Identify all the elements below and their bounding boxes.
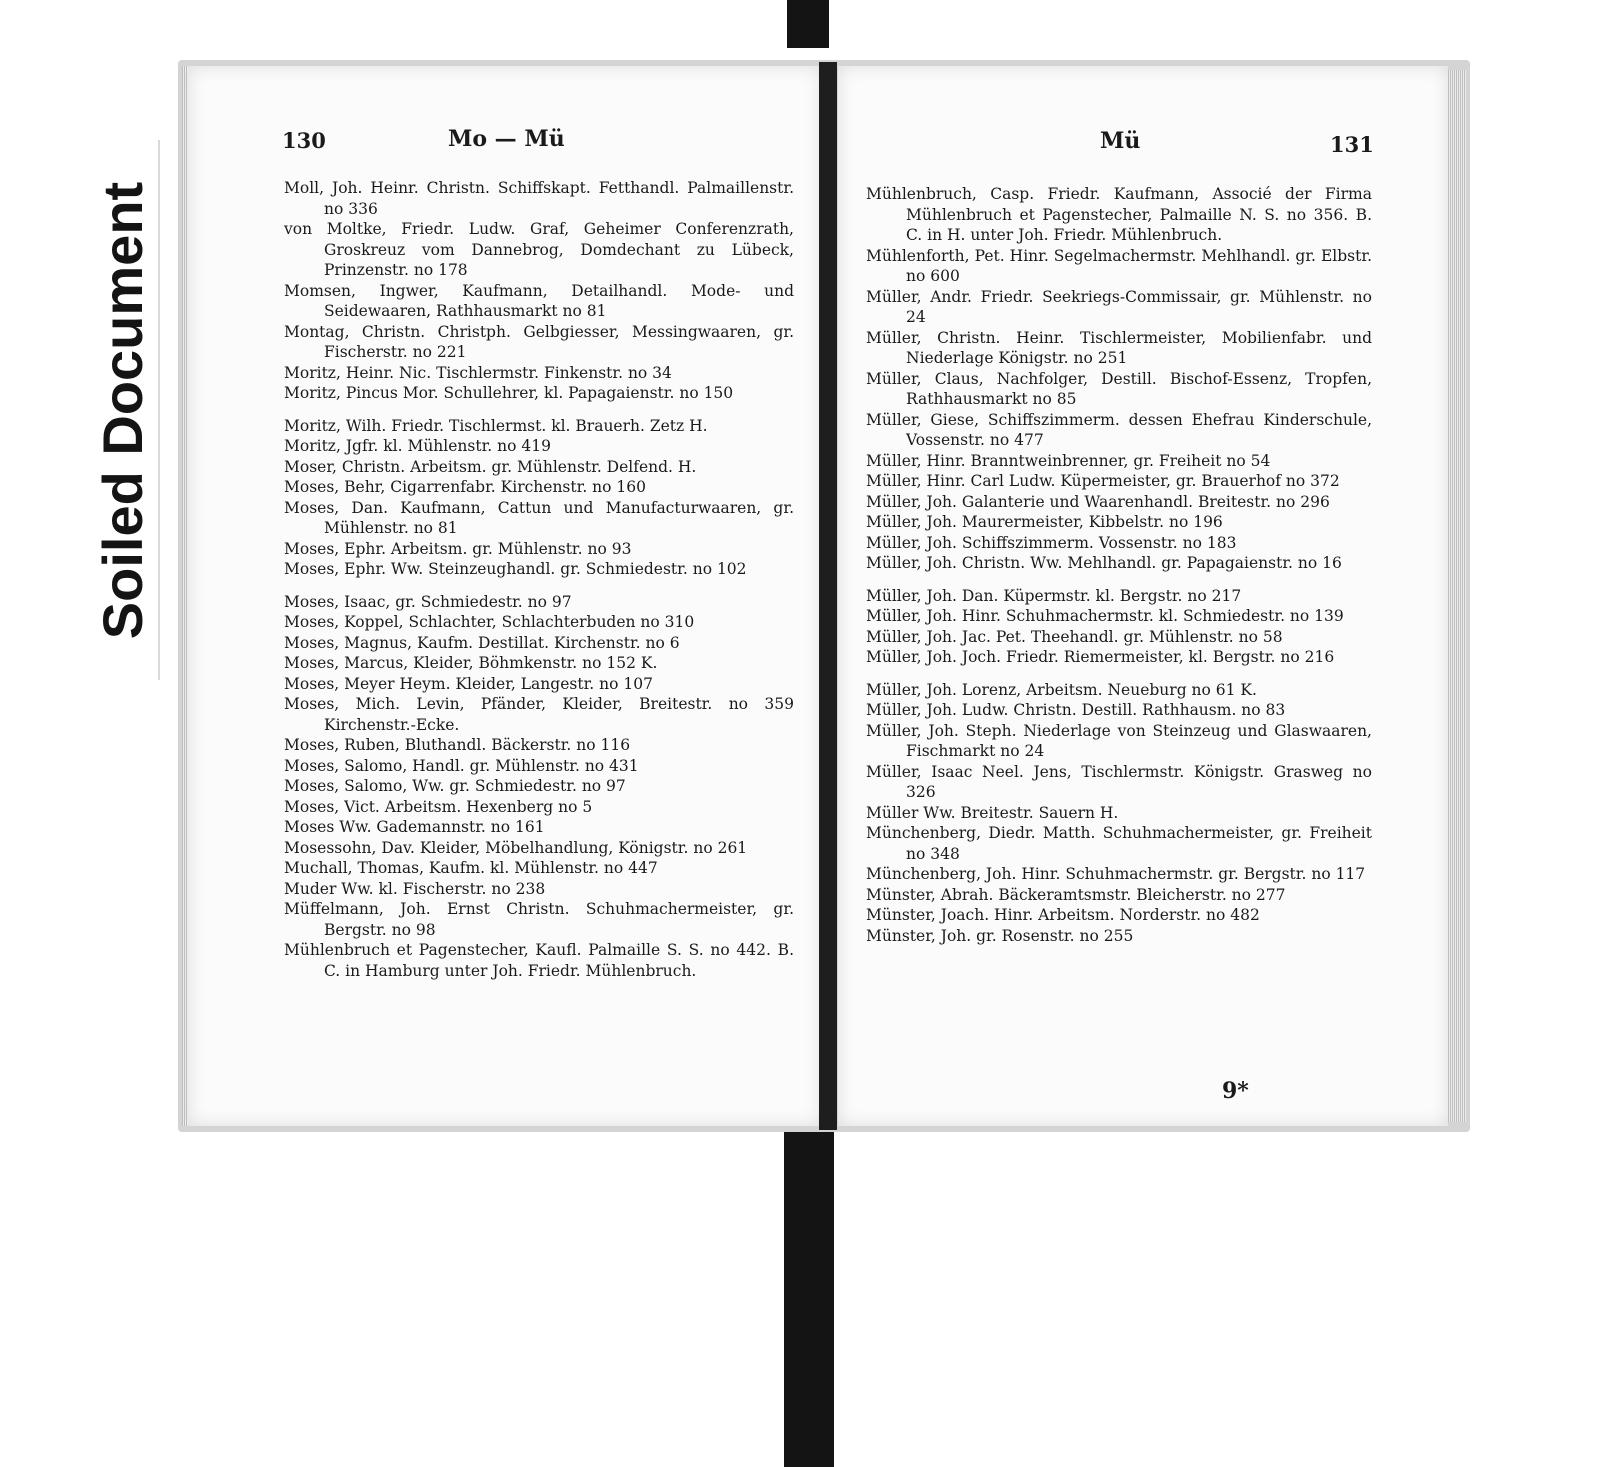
- stamp-label: Soiled Document: [91, 181, 155, 639]
- directory-entry: Münster, Abrah. Bäckeramtsmstr. Bleicherstr. no 277: [866, 885, 1286, 904]
- directory-entry: Moritz, Wilh. Friedr. Tischlermst. kl. Brauerh. Zetz H.: [284, 416, 708, 435]
- directory-entry: Montag, Christn. Christph. Gelbgiesser, Messingwaaren, gr. Fischerstr. no 221: [284, 322, 794, 361]
- directory-entry: Müller, Joh. Schiffszimmerm. Vossenstr. no 183: [866, 533, 1237, 552]
- directory-entry: Moses Ww. Gademannstr. no 161: [284, 818, 545, 836]
- left-page-number: 130: [282, 128, 326, 153]
- directory-entry: Moses, Dan. Kaufmann, Cattun und Manufacturwaaren, gr. Mühlenstr. no 81: [284, 498, 794, 537]
- directory-entry: Müller, Joh. Maurermeister, Kibbelstr. no 196: [866, 513, 1223, 531]
- directory-entry: Moritz, Heinr. Nic. Tischlermstr. Finkenstr. no 34: [284, 363, 672, 382]
- directory-entry: Moses, Marcus, Kleider, Böhmkenstr. no 152 K.: [284, 654, 658, 672]
- directory-entry: Moses, Isaac, gr. Schmiedestr. no 97: [284, 592, 572, 611]
- directory-entry: von Moltke, Friedr. Ludw. Graf, Geheimer Conferenzrath, Groskreuz vom Dannebrog, Domdechant zu Lübeck, Prinzenstr. no 178: [284, 220, 794, 279]
- directory-entry: Müller, Hinr. Branntweinbrenner, gr. Freiheit no 54: [866, 451, 1271, 470]
- directory-entry: Moses, Mich. Levin, Pfänder, Kleider, Breitestr. no 359 Kirchenstr.-Ecke.: [284, 695, 794, 734]
- directory-entry: Müller Ww. Breitestr. Sauern H.: [866, 803, 1119, 822]
- directory-entry: Müller, Hinr. Carl Ludw. Küpermeister, gr. Brauerhof no 372: [866, 472, 1340, 490]
- directory-entry: Mosessohn, Dav. Kleider, Möbelhandlung, Königstr. no 261: [284, 838, 748, 857]
- directory-entry: Müffelmann, Joh. Ernst Christn. Schuhmachermeister, gr. Bergstr. no 98: [284, 900, 794, 939]
- directory-entry: Moses, Magnus, Kaufm. Destillat. Kirchenstr. no 6: [284, 633, 680, 652]
- directory-entry: Münchenberg, Diedr. Matth. Schuhmachermeister, gr. Freiheit no 348: [866, 824, 1372, 863]
- directory-entry: Müller, Joh. Dan. Küpermstr. kl. Bergstr. no 217: [866, 586, 1242, 605]
- directory-entry: Müller, Christn. Heinr. Tischlermeister, Mobilienfabr. und Niederlage Königstr. no 251: [866, 328, 1372, 367]
- book-gutter: [819, 62, 837, 1130]
- directory-entry: Müller, Joh. Christn. Ww. Mehlhandl. gr. Papagaienstr. no 16: [866, 554, 1342, 572]
- directory-entry: Müller, Joh. Ludw. Christn. Destill. Rathhausm. no 83: [866, 701, 1286, 719]
- directory-entry: Müller, Joh. Joch. Friedr. Riemermeister, kl. Bergstr. no 216: [866, 648, 1335, 666]
- directory-entry: Moses, Ephr. Ww. Steinzeughandl. gr. Schmiedestr. no 102: [284, 560, 747, 578]
- right-page-entries: [866, 184, 1372, 946]
- directory-entry: Münchenberg, Joh. Hinr. Schuhmachermstr. gr. Bergstr. no 117: [866, 865, 1366, 883]
- directory-entry: Müller, Joh. Hinr. Schuhmachermstr. kl. Schmiedestr. no 139: [866, 607, 1344, 625]
- directory-entry: Müller, Isaac Neel. Jens, Tischlermstr. Königstr. Grasweg no 326: [866, 762, 1372, 801]
- binding-bar-bottom: [784, 1118, 834, 1467]
- directory-entry: Müller, Joh. Jac. Pet. Theehandl. gr. Mühlenstr. no 58: [866, 627, 1283, 646]
- directory-entry: Momsen, Ingwer, Kaufmann, Detailhandl. Mode- und Seidewaaren, Rathhausmarkt no 81: [284, 281, 794, 320]
- binding-bar-top: [787, 0, 829, 48]
- directory-entry: Müller, Giese, Schiffszimmerm. dessen Ehefrau Kinderschule, Vossenstr. no 477: [866, 410, 1372, 449]
- soiled-document-stamp: [88, 140, 160, 680]
- directory-entry: Moses, Vict. Arbeitsm. Hexenberg no 5: [284, 797, 593, 816]
- directory-entry: Moritz, Jgfr. kl. Mühlenstr. no 419: [284, 437, 551, 455]
- directory-entry: Moses, Koppel, Schlachter, Schlachterbuden no 310: [284, 613, 695, 631]
- directory-entry: Moses, Meyer Heym. Kleider, Langestr. no 107: [284, 674, 653, 693]
- left-page-heading: Mo — Mü: [448, 126, 565, 152]
- directory-entry: Moses, Salomo, Handl. gr. Mühlenstr. no 431: [284, 756, 639, 775]
- directory-entry: Müller, Joh. Galanterie und Waarenhandl. Breitestr. no 296: [866, 492, 1330, 511]
- directory-entry: Müller, Joh. Lorenz, Arbeitsm. Neueburg no 61 K.: [866, 680, 1257, 699]
- directory-entry: Müller, Joh. Steph. Niederlage von Steinzeug und Glaswaaren, Fischmarkt no 24: [866, 721, 1372, 760]
- directory-entry: Münster, Joach. Hinr. Arbeitsm. Norderstr. no 482: [866, 906, 1260, 924]
- left-page-entries: [284, 178, 794, 981]
- signature-mark: 9*: [1222, 1078, 1249, 1104]
- directory-entry: Moses, Behr, Cigarrenfabr. Kirchenstr. no 160: [284, 478, 646, 496]
- directory-entry: Moses, Salomo, Ww. gr. Schmiedestr. no 97: [284, 777, 626, 795]
- directory-entry: Moritz, Pincus Mor. Schullehrer, kl. Papagaienstr. no 150: [284, 384, 734, 402]
- directory-entry: Moll, Joh. Heinr. Christn. Schiffskapt. Fetthandl. Palmaillenstr. no 336: [284, 179, 794, 218]
- directory-entry: Mühlenforth, Pet. Hinr. Segelmachermstr. Mehlhandl. gr. Elbstr. no 600: [866, 246, 1372, 285]
- directory-entry: Moses, Ephr. Arbeitsm. gr. Mühlenstr. no 93: [284, 539, 632, 558]
- right-page-heading: Mü: [1100, 128, 1141, 154]
- right-page-edges: [1448, 70, 1466, 1122]
- directory-entry: Moses, Ruben, Bluthandl. Bäckerstr. no 116: [284, 736, 631, 754]
- directory-entry: Müller, Claus, Nachfolger, Destill. Bischof-Essenz, Tropfen, Rathhausmarkt no 85: [866, 369, 1372, 408]
- directory-entry: Muder Ww. kl. Fischerstr. no 238: [284, 879, 546, 898]
- directory-entry: Münster, Joh. gr. Rosenstr. no 255: [866, 926, 1134, 945]
- directory-entry: Müller, Andr. Friedr. Seekriegs-Commissair, gr. Mühlenstr. no 24: [866, 287, 1372, 326]
- directory-entry: Muchall, Thomas, Kaufm. kl. Mühlenstr. no 447: [284, 859, 658, 877]
- right-page-number: 131: [1330, 132, 1374, 157]
- directory-entry: Mühlenbruch, Casp. Friedr. Kaufmann, Associé der Firma Mühlenbruch et Pagenstecher, Palmaille N. S. no 356. B. C. in H. unter Joh. Friedr. Mühlenbruch.: [866, 185, 1372, 244]
- directory-entry: Mühlenbruch et Pagenstecher, Kaufl. Palmaille S. S. no 442. B. C. in Hamburg unter Joh. Friedr. Mühlenbruch.: [284, 941, 794, 980]
- directory-entry: Moser, Christn. Arbeitsm. gr. Mühlenstr. Delfend. H.: [284, 457, 697, 476]
